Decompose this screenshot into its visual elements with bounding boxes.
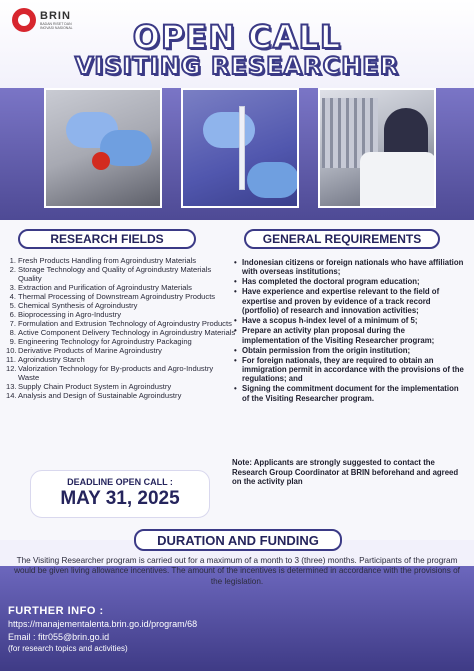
requirement-item: • Indonesian citizens or foreign nationals who have affiliation with overseas institutions; (234, 258, 464, 277)
photo-syringe-lab (181, 88, 299, 208)
research-field-text: Supply Chain Product System in Agroindustry (18, 382, 172, 391)
research-field-text: Engineering Technology for Agroindustry Packaging (18, 337, 192, 346)
contact-email-note: (for research topics and activities) (8, 644, 128, 653)
research-field-text: Derivative Products of Marine Agroindustry (18, 346, 162, 355)
requirement-item: • For foreign nationals, they are required to obtain an immigration permit in accordance with the provisions of the regulations; and (234, 356, 464, 384)
research-field-number: 14. (6, 391, 17, 400)
research-field-item (6, 355, 236, 364)
research-field-number: 8. (9, 328, 16, 337)
research-fields-list (6, 256, 236, 400)
lab-coat-shape (360, 152, 436, 208)
deadline-date: MAY 31, 2025 (60, 488, 180, 509)
research-field-item (6, 391, 236, 400)
research-field-number: 7. (9, 319, 16, 328)
further-info-heading: FURTHER INFO : (8, 605, 104, 617)
deadline-label: DEADLINE OPEN CALL : (67, 477, 173, 487)
research-field-number: 1. (9, 256, 16, 265)
duration-heading: DURATION AND FUNDING (134, 529, 342, 551)
research-field-text: Bioprocessing in Agro-Industry (18, 310, 121, 319)
title-line-1: OPEN CALL (132, 18, 342, 56)
research-field-item (6, 364, 236, 382)
research-field-item (6, 346, 236, 355)
research-field-text: Storage Technology and Quality of Agroindustry Materials Quality (18, 265, 212, 283)
requirement-item: • Obtain permission from the origin institution; (234, 346, 464, 355)
deadline-box (30, 470, 210, 518)
research-field-number: 6. (9, 310, 16, 319)
research-field-number: 10. (6, 346, 17, 355)
glove-shape (247, 162, 299, 198)
research-field-item (6, 292, 236, 301)
research-field-item (6, 319, 236, 328)
research-field-text: Formulation and Extrusion Technology of Agroindustry Products (18, 319, 232, 328)
duration-text: The Visiting Researcher program is carried out for a maximum of a month to 3 (three) months. Participants of the program would be given living allowance incentives. The amount of the incentives is determined in accordance with the provisions of the legislation. (14, 556, 460, 586)
research-field-text: Analysis and Design of Sustainable Agroindustry (18, 391, 182, 400)
requirements-note: Note: Applicants are strongly suggested to contact the Research Group Coordinator at BRIN beforehand and agreed on the activity plan (232, 458, 459, 487)
glove-shape (203, 112, 255, 148)
research-field-number: 5. (9, 301, 16, 310)
research-field-number: 9. (9, 337, 16, 346)
research-field-item (6, 382, 236, 391)
research-field-text: Agroindustry Starch (18, 355, 85, 364)
research-field-text: Valorization Technology for By-products and Agro-Industry Waste (18, 364, 214, 382)
research-field-number: 13. (6, 382, 17, 391)
research-field-text: Chemical Synthesis of Agroindustry (18, 301, 138, 310)
program-link[interactable]: https://manajementalenta.brin.go.id/program/68 (8, 619, 198, 629)
research-field-item (6, 301, 236, 310)
photo-researcher (318, 88, 436, 208)
research-field-item (6, 310, 236, 319)
syringe-shape (239, 106, 245, 190)
requirement-item: • Have a scopus h-index level of a minimum of 5; (234, 316, 464, 325)
research-field-item (6, 256, 236, 265)
logo-subtitle: BADAN RISET DAN INOVASI NASIONAL (40, 22, 73, 30)
requirement-item: • Signing the commitment document for the implementation of the Visiting Researcher program. (234, 384, 464, 403)
research-field-item (6, 337, 236, 346)
requirement-item: • Has completed the doctoral program education; (234, 277, 464, 286)
requirement-item: • Have experience and expertise relevant to the field of expertise and proven by evidence of a track record (portfolio) of research and innovation activities; (234, 287, 464, 315)
requirement-item: • Prepare an activity plan proposal during the implementation of the Visiting Researcher program; (234, 326, 464, 345)
title-line-2: VISITING RESEARCHER (74, 52, 400, 80)
tomato-shape (92, 152, 110, 170)
research-field-text: Active Component Delivery Technology in Agroindustry Materials (18, 328, 236, 337)
research-field-item (6, 265, 236, 283)
research-field-text: Thermal Processing of Downstream Agroindustry Products (18, 292, 216, 301)
research-field-number: 12. (6, 364, 17, 373)
research-field-text: Extraction and Purification of Agroindustry Materials (18, 283, 192, 292)
photo-tomato-lab (44, 88, 162, 208)
photo-strip (44, 88, 436, 208)
research-field-item (6, 328, 236, 337)
contact-email[interactable]: Email : fitr055@brin.go.id (8, 632, 110, 642)
research-field-number: 2. (9, 265, 16, 274)
research-fields-heading: RESEARCH FIELDS (18, 229, 196, 249)
general-requirements-heading: GENERAL REQUIREMENTS (244, 229, 440, 249)
research-field-number: 4. (9, 292, 16, 301)
research-field-item (6, 283, 236, 292)
logo-name: BRIN (40, 10, 71, 22)
research-field-text: Fresh Products Handling from Agroindustry Materials (18, 256, 197, 265)
research-field-number: 11. (6, 355, 16, 364)
requirements-list (234, 258, 464, 404)
research-field-number: 3. (9, 283, 16, 292)
